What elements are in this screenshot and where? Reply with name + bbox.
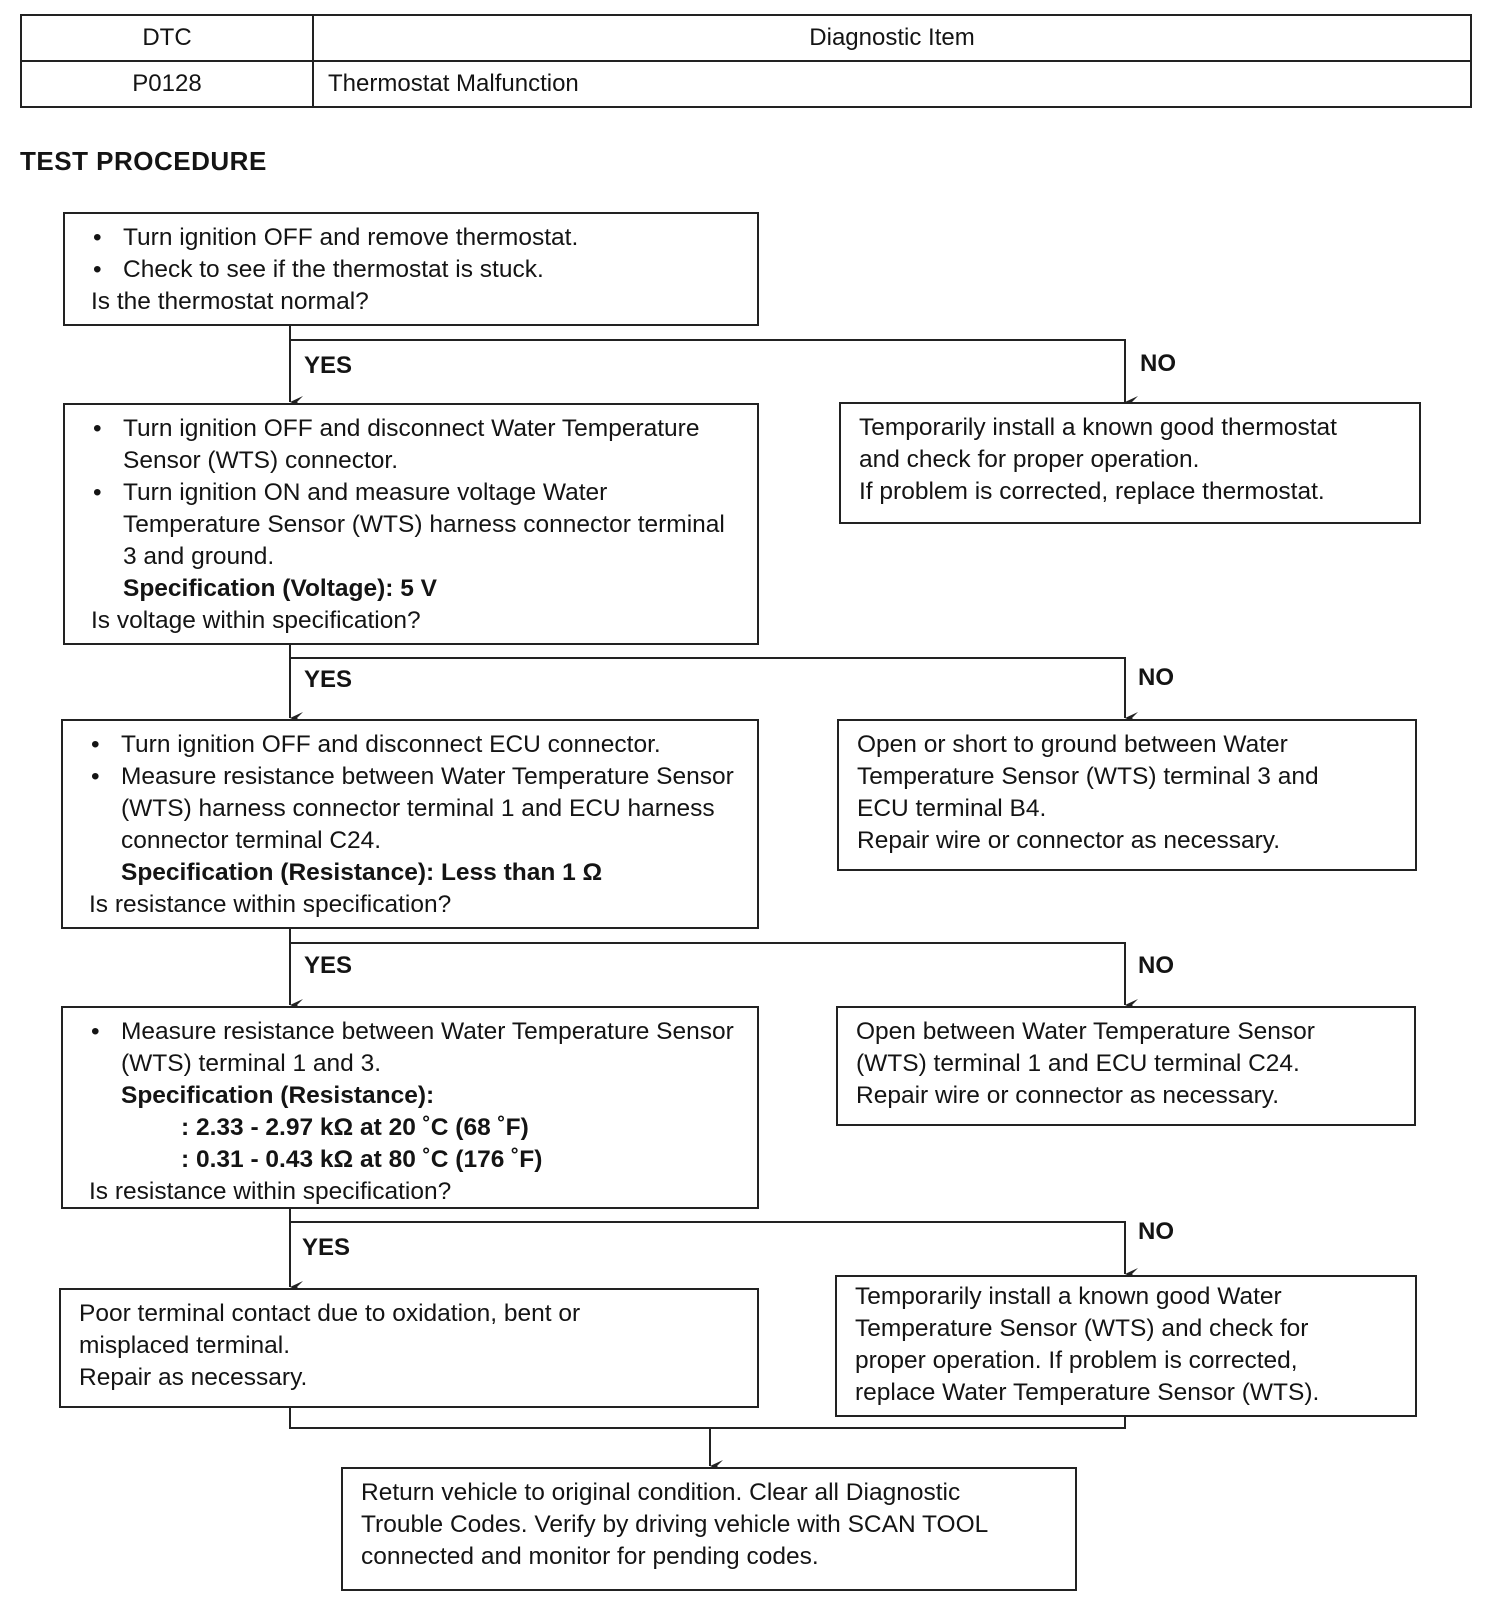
step-4-spec-line: : 2.33 - 2.97 kΩ at 20 ˚C (68 ˚F) — [181, 1114, 529, 1141]
table-cell-dtc-code: P0128 — [21, 61, 313, 107]
step-4-bullet: • Measure resistance between Water Temperature Sensor (WTS) terminal 1 and 3. — [121, 1016, 743, 1080]
step-2-bullet: • Turn ignition OFF and disconnect Water Temperature Sensor (WTS) connector. — [123, 413, 743, 477]
step-3-question: Is resistance within specification? — [89, 891, 452, 918]
step-2-bullet: • Turn ignition ON and measure voltage Water Temperature Sensor (WTS) harness connector terminal 3 and ground. — [123, 477, 743, 573]
result-line: Repair as necessary. — [79, 1364, 308, 1391]
result-line: Temperature Sensor (WTS) and check for — [855, 1315, 1309, 1342]
step-3-bullet: • Turn ignition OFF and disconnect ECU connector. — [121, 729, 743, 761]
step-1-bullet: • Check to see if the thermostat is stuck. — [123, 254, 743, 286]
connector-line — [290, 340, 1125, 400]
step-2-no-result-box — [837, 719, 1417, 871]
result-line: Temperature Sensor (WTS) terminal 3 and — [857, 763, 1319, 790]
connector-line — [290, 658, 1125, 716]
result-line: (WTS) terminal 1 and ECU terminal C24. — [856, 1050, 1300, 1077]
yes-result-box — [59, 1288, 759, 1408]
result-line: proper operation. If problem is corrected, — [855, 1347, 1298, 1374]
result-line: connected and monitor for pending codes. — [361, 1543, 819, 1570]
result-line: If problem is corrected, replace thermostat. — [859, 478, 1325, 505]
step-3-no-result-box — [836, 1006, 1416, 1126]
step-2-question: Is voltage within specification? — [91, 607, 421, 634]
step-3-bullet: • Measure resistance between Water Temperature Sensor (WTS) harness connector terminal 1 and ECU harness connector terminal C24. — [121, 761, 743, 857]
yes-label: YES — [304, 352, 353, 379]
no-label: NO — [1138, 952, 1174, 979]
no-label: NO — [1138, 1218, 1174, 1245]
step-2-specification: Specification (Voltage): 5 V — [123, 575, 438, 602]
yes-label: YES — [304, 666, 353, 693]
no-label: NO — [1138, 664, 1174, 691]
step-4-box — [61, 1006, 759, 1209]
result-line: Poor terminal contact due to oxidation, bent or — [79, 1300, 581, 1327]
result-line: Trouble Codes. Verify by driving vehicle with SCAN TOOL — [361, 1511, 989, 1538]
step-4-specification: Specification (Resistance): — [121, 1082, 435, 1109]
result-line: ECU terminal B4. — [857, 795, 1047, 822]
step-1-question: Is the thermostat normal? — [91, 288, 369, 315]
step-4-no-result-box — [835, 1275, 1417, 1417]
no-label: NO — [1140, 350, 1176, 377]
connector-line — [290, 1222, 1125, 1272]
table-header-diagnostic-item: Diagnostic Item — [313, 15, 1471, 61]
result-line: Repair wire or connector as necessary. — [856, 1082, 1280, 1109]
connector-line — [290, 943, 1125, 1003]
result-line: Open between Water Temperature Sensor — [856, 1018, 1315, 1045]
result-line: and check for proper operation. — [859, 446, 1200, 473]
table-cell-diagnostic-item: Thermostat Malfunction — [313, 61, 1471, 107]
step-4-spec-line: : 0.31 - 0.43 kΩ at 80 ˚C (176 ˚F) — [181, 1146, 543, 1173]
table-header-dtc: DTC — [21, 15, 313, 61]
step-2-box — [63, 403, 759, 645]
result-line: Temporarily install a known good Water — [855, 1283, 1282, 1310]
step-1-box — [63, 212, 759, 326]
result-line: Temporarily install a known good thermostat — [859, 414, 1337, 441]
result-line: misplaced terminal. — [79, 1332, 291, 1359]
yes-label: YES — [304, 952, 353, 979]
result-line: Open or short to ground between Water — [857, 731, 1288, 758]
yes-label: YES — [302, 1234, 351, 1261]
step-4-question: Is resistance within specification? — [89, 1178, 452, 1205]
result-line: Repair wire or connector as necessary. — [857, 827, 1281, 854]
section-title: TEST PROCEDURE — [20, 146, 267, 176]
final-step-box — [341, 1467, 1077, 1591]
step-3-box — [61, 719, 759, 929]
step-1-no-result-box — [839, 402, 1421, 524]
result-line: Return vehicle to original condition. Clear all Diagnostic — [361, 1479, 961, 1506]
step-1-bullet: • Turn ignition OFF and remove thermostat. — [123, 222, 743, 254]
step-3-specification: Specification (Resistance): Less than 1 Ω — [121, 859, 603, 886]
result-line: replace Water Temperature Sensor (WTS). — [855, 1379, 1320, 1406]
